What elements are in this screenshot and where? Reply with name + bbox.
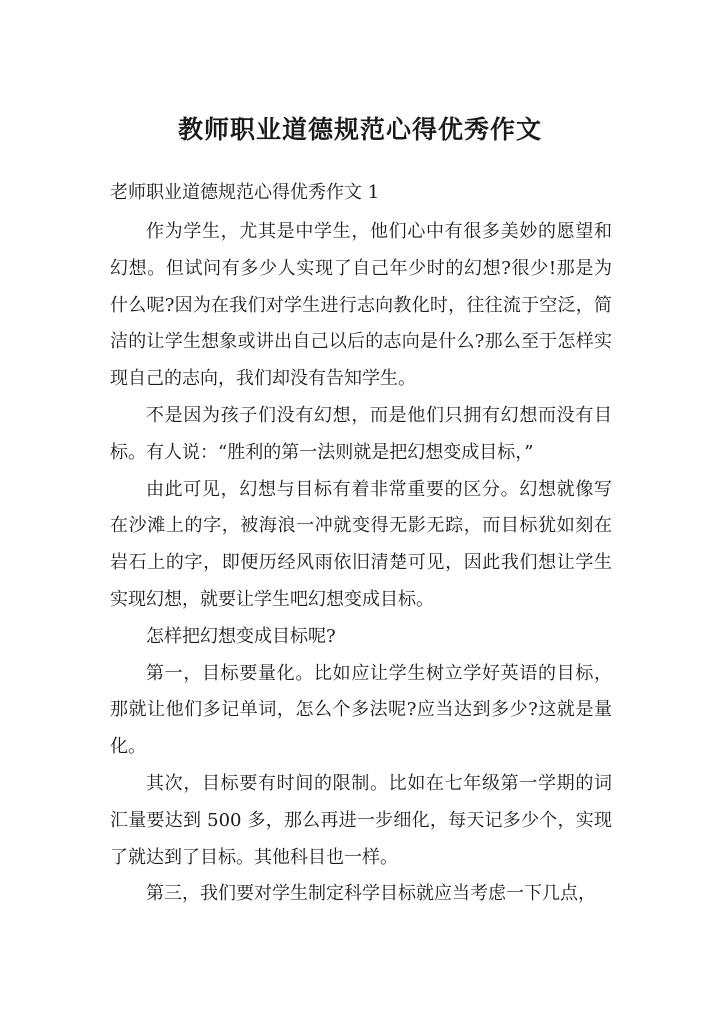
paragraph-5: 第一，目标要量化。比如应让学生树立学好英语的目标，那就让他们多记单词，怎么个多法呢?应当达到多少?这就是量化。 bbox=[110, 662, 612, 758]
paragraph-7: 第三，我们要对学生制定科学目标就应当考虑一下几点， bbox=[146, 883, 596, 905]
paragraph-6: 其次，目标要有时间的限制。比如在七年级第一学期的词汇量要达到 500 多，那么再进一步细化，每天记多少个，实现了就达到了目标。其他科目也一样。 bbox=[110, 772, 612, 868]
paragraph-3: 由此可见，幻想与目标有着非常重要的区分。幻想就像写在沙滩上的字，被海浪一冲就变得无影无踪，而目标犹如刻在岩石上的字，即便历经风雨依旧清楚可见，因此我们想让学生实现幻想，就要让学生吧幻想变成目标。 bbox=[110, 478, 612, 610]
paragraph-4: 怎样把幻想变成目标呢? bbox=[146, 625, 336, 647]
section-heading: 老师职业道德规范心得优秀作文 1 bbox=[110, 182, 380, 203]
article-body bbox=[110, 214, 612, 913]
paragraph-1: 作为学生，尤其是中学生，他们心中有很多美妙的愿望和幻想。但试问有多少人实现了自己年少时的幻想?很少!那是为什么呢?因为在我们对学生进行志向教化时，往往流于空泛，简洁的让学生想象或讲出自己以后的志向是什么?那么至于怎样实现自己的志向，我们却没有告知学生。 bbox=[110, 221, 612, 390]
page-title: 教师职业道德规范心得优秀作文 bbox=[177, 115, 542, 144]
paragraph-2: 不是因为孩子们没有幻想，而是他们只拥有幻想而没有目标。有人说：“胜利的第一法则就是把幻想变成目标，” bbox=[110, 404, 612, 463]
